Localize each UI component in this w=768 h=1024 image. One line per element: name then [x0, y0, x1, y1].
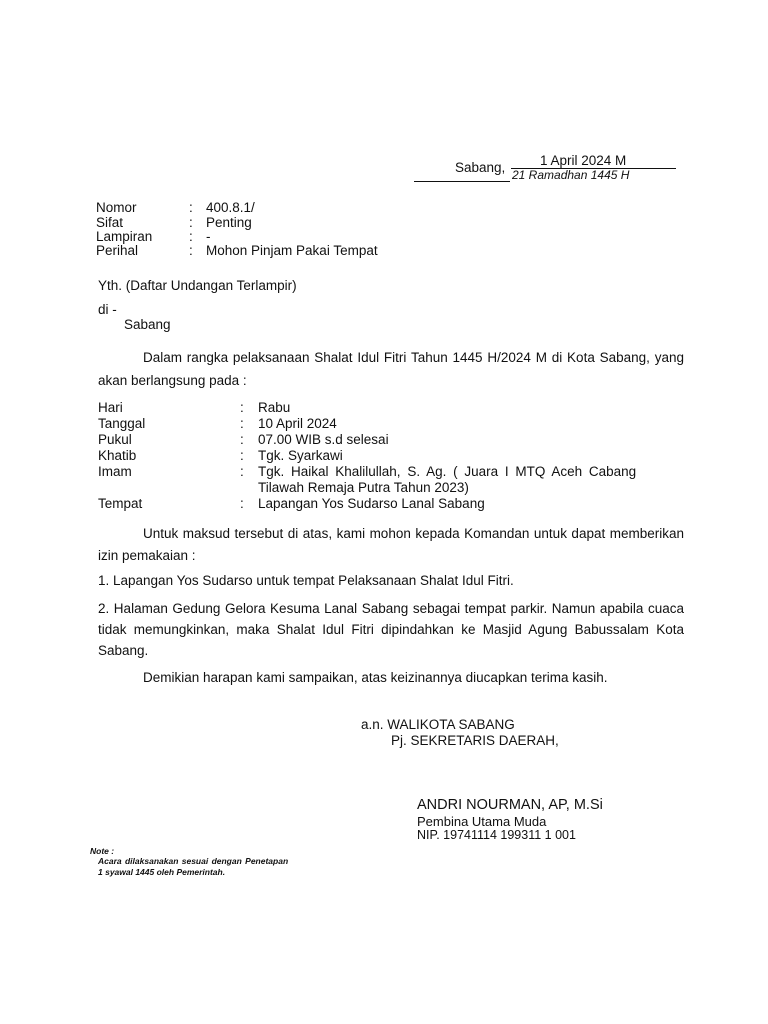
meta-lampiran-value: - [206, 229, 211, 244]
event-hari-key: Hari [98, 400, 123, 415]
request-item-1: 1. Lapangan Yos Sudarso untuk tempat Pelaksanaan Shalat Idul Fitri. [98, 573, 514, 588]
intro-paragraph: Dalam rangka pelaksanaan Shalat Idul Fitri Tahun 1445 H/2024 M di Kota Sabang, yang akan berlangsung pada : [98, 350, 684, 388]
event-colon: : [240, 400, 244, 415]
event-colon: : [240, 448, 244, 463]
meta-lampiran-key: Lampiran [96, 229, 153, 244]
meta-colon: : [189, 243, 193, 258]
recipient-yth: Yth. (Daftar Undangan Terlampir) [98, 278, 297, 293]
event-tanggal-value: 10 April 2024 [258, 416, 337, 431]
meta-sifat-value: Penting [206, 215, 252, 230]
event-pukul-value: 07.00 WIB s.d selesai [258, 432, 389, 447]
event-tempat-value: Lapangan Yos Sudarso Lanal Sabang [258, 496, 485, 511]
closing-paragraph: Demikian harapan kami sampaikan, atas keizinannya diucapkan terima kasih. [143, 670, 608, 685]
meta-perihal-value: Mohon Pinjam Pakai Tempat [206, 243, 378, 258]
recipient-di: di - [98, 302, 117, 317]
event-khatib-value: Tgk. Syarkawi [258, 448, 343, 463]
event-colon: : [240, 416, 244, 431]
signature-position: Pj. SEKRETARIS DAERAH, [391, 733, 559, 748]
event-imam-key: Imam [98, 464, 132, 479]
signature-an: a.n. WALIKOTA SABANG [361, 717, 515, 732]
event-hari-value: Rabu [258, 400, 291, 415]
meta-perihal-key: Perihal [96, 243, 139, 258]
event-tanggal-key: Tanggal [98, 416, 146, 431]
event-colon: : [240, 432, 244, 447]
date-masehi: 1 April 2024 M [540, 153, 627, 168]
event-khatib-key: Khatib [98, 448, 137, 463]
note-title: Note : [90, 846, 115, 856]
date-underline-left [414, 181, 510, 182]
meta-colon: : [189, 215, 193, 230]
note-line-1: Acara dilaksanakan sesuai dengan Penetapan [98, 856, 289, 866]
date-place: Sabang, [455, 160, 506, 175]
meta-colon: : [189, 229, 193, 244]
note-line-2: 1 syawal 1445 oleh Pemerintah. [98, 867, 226, 877]
signer-nip: NIP. 19741114 199311 1 001 [417, 828, 576, 842]
signer-rank: Pembina Utama Muda [417, 814, 547, 829]
event-colon: : [240, 464, 244, 479]
event-imam-value: Tgk. Haikal Khalilullah, S. Ag. ( Juara I MTQ Aceh Cabang [258, 464, 637, 479]
request-item-2: 2. Halaman Gedung Gelora Kesuma Lanal Sabang sebagai tempat parkir. Namun apabila cuaca tidak memungkinkan, maka Shalat Idul Fitri dipindahkan ke Masjid Agung Babussalam Kota Sabang. [98, 601, 684, 658]
request-paragraph: Untuk maksud tersebut di atas, kami mohon kepada Komandan untuk dapat memberikan izin pemakaian : [98, 526, 684, 563]
meta-sifat-key: Sifat [96, 215, 124, 230]
event-imam-value-cont: Tilawah Remaja Putra Tahun 2023) [258, 480, 469, 495]
meta-nomor-key: Nomor [96, 200, 137, 215]
signer-name: ANDRI NOURMAN, AP, M.Si [417, 797, 603, 813]
meta-nomor-value: 400.8.1/ [206, 200, 255, 215]
event-tempat-key: Tempat [98, 496, 143, 511]
recipient-city: Sabang [124, 317, 171, 332]
meta-colon: : [189, 200, 193, 215]
event-colon: : [240, 496, 244, 511]
event-pukul-key: Pukul [98, 432, 132, 447]
date-hijri: 21 Ramadhan 1445 H [512, 168, 630, 182]
